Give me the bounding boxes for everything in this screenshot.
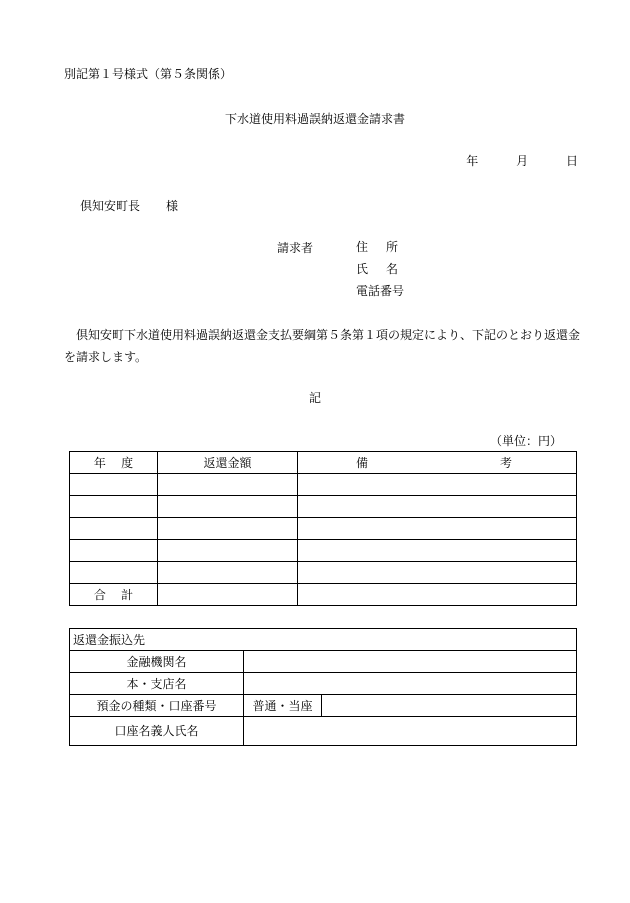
header-remarks: 備 考 [298, 452, 577, 474]
remarks-cell[interactable] [298, 562, 577, 584]
header-amount: 返還金額 [158, 452, 298, 474]
year-cell[interactable] [70, 496, 158, 518]
refund-table [69, 451, 577, 606]
addressee-name: 倶知安町長 [80, 199, 141, 213]
remarks-cell[interactable] [298, 518, 577, 540]
refund-table-header [70, 452, 577, 474]
holder-label: 口座名義人氏名 [70, 717, 244, 746]
form-number: 別記第１号様式（第５条関係） [64, 67, 233, 81]
header-year: 年 度 [70, 452, 158, 474]
table-row [70, 540, 577, 562]
request-body-text: 倶知安町下水道使用料過誤納返還金支払要綱第５条第１項の規定により、下記のとおり返還金を請求します。 [64, 328, 581, 364]
amount-cell[interactable] [158, 562, 298, 584]
remarks-cell[interactable] [298, 474, 577, 496]
total-amount-cell[interactable] [158, 584, 298, 606]
account-type-value: 普通・当座 [244, 695, 322, 717]
addressee-honorific: 様 [166, 199, 179, 213]
ki-heading: 記 [308, 391, 321, 405]
address-label: 住 所 [356, 240, 399, 254]
year-cell[interactable] [70, 474, 158, 496]
remarks-cell[interactable] [298, 496, 577, 518]
table-row [70, 518, 577, 540]
total-remarks-cell[interactable] [298, 584, 577, 606]
addressee [80, 197, 178, 214]
requester-fields [356, 239, 416, 305]
amount-cell[interactable] [158, 496, 298, 518]
total-row [70, 584, 577, 606]
account-type-label: 預金の種類・口座番号 [70, 695, 244, 717]
phone-label: 電話番号 [356, 284, 405, 298]
branch-label: 本・支店名 [70, 673, 244, 695]
date-day: 日 [565, 154, 578, 168]
amount-cell[interactable] [158, 540, 298, 562]
table-row [70, 562, 577, 584]
document-title: 下水道使用料過誤納返還金請求書 [224, 112, 405, 126]
branch-cell[interactable] [244, 673, 577, 695]
year-cell[interactable] [70, 518, 158, 540]
date-year: 年 [466, 154, 479, 168]
table-row [70, 496, 577, 518]
date-month: 月 [516, 154, 529, 168]
institution-cell[interactable] [244, 651, 577, 673]
name-label: 氏 名 [356, 262, 399, 276]
institution-label: 金融機関名 [70, 651, 244, 673]
date-line [466, 152, 578, 169]
table-row [70, 474, 577, 496]
unit-label: （単位：円） [489, 434, 562, 448]
bank-transfer-table [69, 628, 577, 746]
total-label: 合 計 [70, 584, 158, 606]
requester-label: 請求者 [277, 241, 314, 255]
year-cell[interactable] [70, 540, 158, 562]
account-number-cell[interactable] [322, 695, 577, 717]
bank-table-title: 返還金振込先 [70, 629, 577, 651]
amount-cell[interactable] [158, 474, 298, 496]
amount-cell[interactable] [158, 518, 298, 540]
year-cell[interactable] [70, 562, 158, 584]
holder-cell[interactable] [244, 717, 577, 746]
remarks-cell[interactable] [298, 540, 577, 562]
